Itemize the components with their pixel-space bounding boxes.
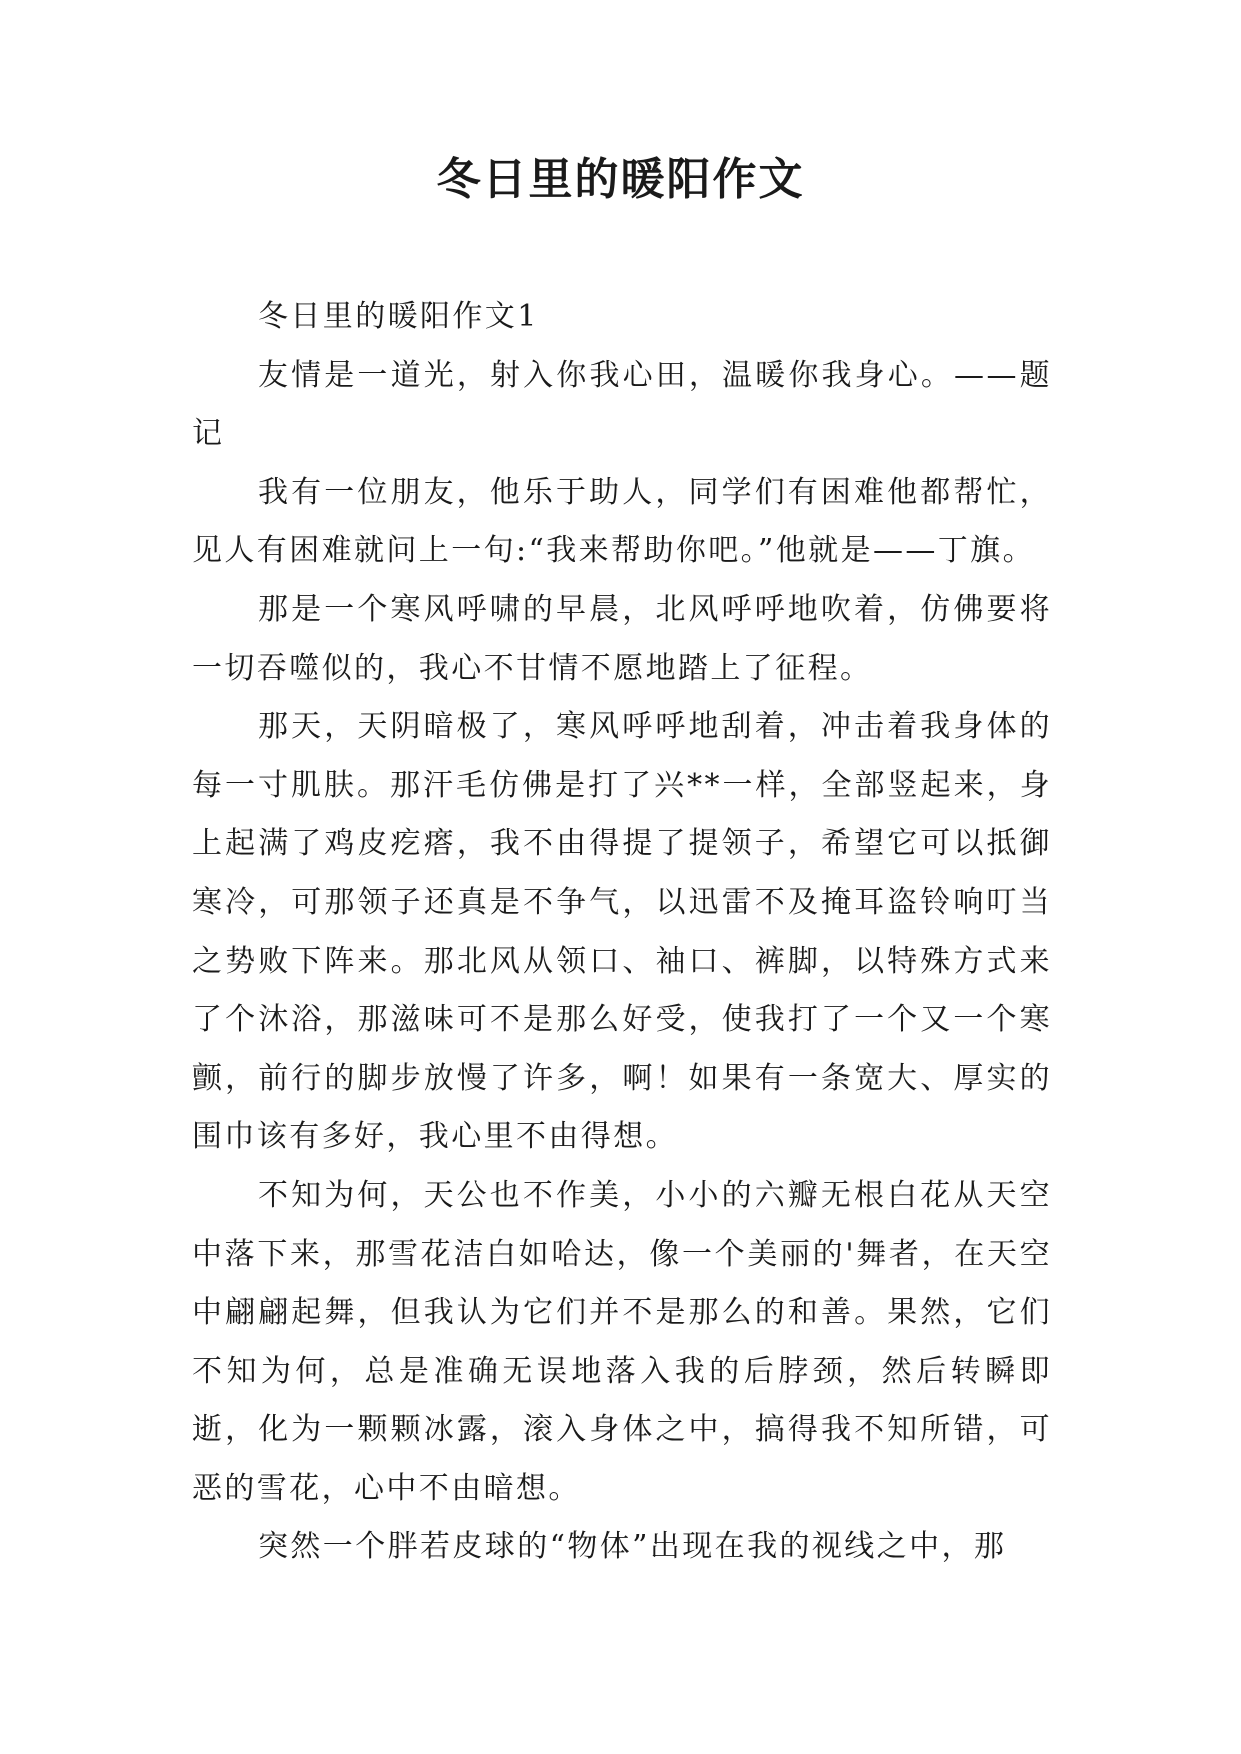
paragraph: 我有一位朋友，他乐于助人，同学们有困难他都帮忙，见人有困难就问上一句:“我来帮助你吧。”他就是——丁旗。 xyxy=(192,474,1052,569)
paragraph: 不知为何，天公也不作美，小小的六瓣无根白花从天空中落下来，那雪花洁白如哈达，像一个美丽的'舞者，在天空中翩翩起舞，但我认为它们并不是那么的和善。果然，它们不知为何，总是准确无误地落入我的后脖颈，然后转瞬即逝，化为一颗颗冰露，滚入身体之中，搞得我不知所错，可恶的雪花，心中不由暗想。 xyxy=(192,1177,1052,1506)
document-title: 冬日里的暖阳作文 xyxy=(436,154,805,205)
paragraph: 突然一个胖若皮球的“物体”出现在我的视线之中，那 xyxy=(258,1529,1007,1565)
section-heading: 冬日里的暖阳作文1 xyxy=(258,299,539,334)
paragraph: 那天，天阴暗极了，寒风呼呼地刮着，冲击着我身体的每一寸肌肤。那汗毛仿佛是打了兴**一样，全部竖起来，身上起满了鸡皮疙瘩，我不由得提了提领子，希望它可以抵御寒冷，可那领子还真是不争气，以迅雷不及掩耳盗铃响叮当之势败下阵来。那北风从领口、袖口、裤脚，以特殊方式来了个沐浴，那滋味可不是那么好受，使我打了一个又一个寒颤，前行的脚步放慢了许多，啊！如果有一条宽大、厚实的围巾该有多好，我心里不由得想。 xyxy=(192,709,1052,1155)
document-body xyxy=(192,288,1052,1577)
paragraph-epigraph: 友情是一道光，射入你我心田，温暖你我身心。——题记 xyxy=(192,357,1052,452)
paragraph: 那是一个寒风呼啸的早晨，北风呼呼地吹着，仿佛要将一切吞噬似的，我心不甘情不愿地踏上了征程。 xyxy=(192,591,1052,686)
